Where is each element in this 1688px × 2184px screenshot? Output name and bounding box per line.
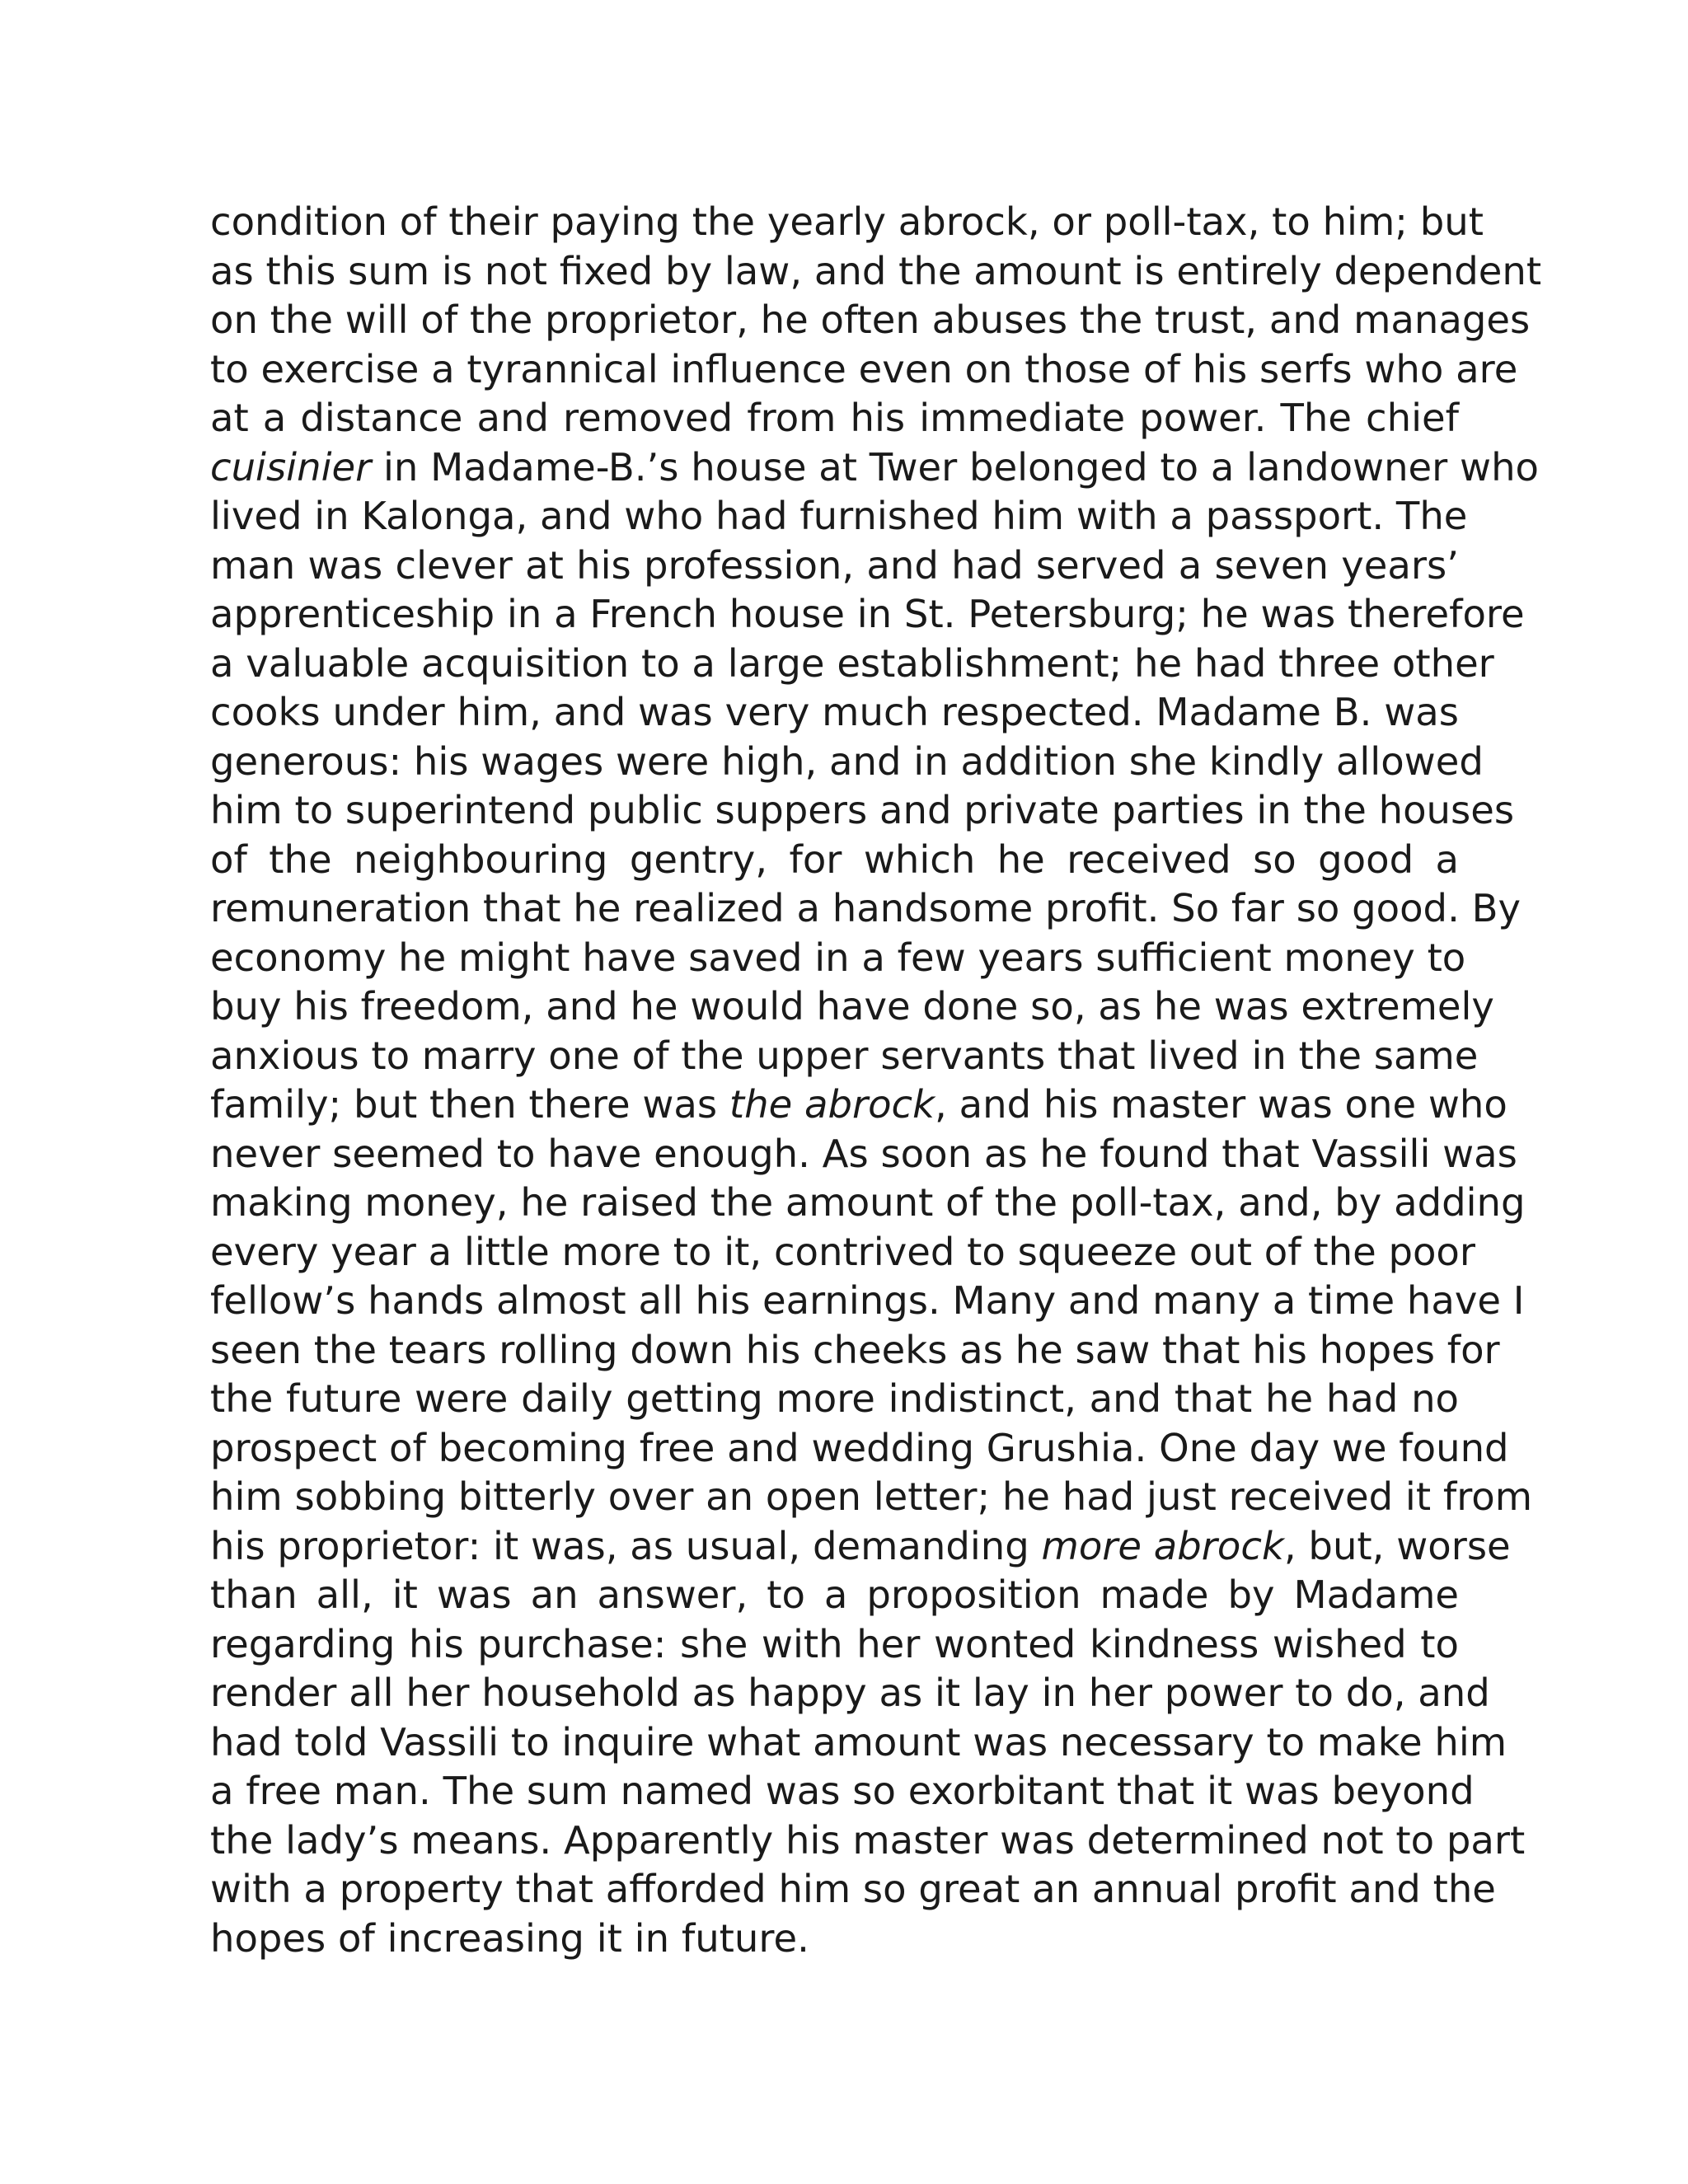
text-segment: anxious to marry one of the upper servants that lived in the same — [210, 1033, 1479, 1078]
text-line — [210, 836, 1459, 885]
text-segment: the lady’s means. Apparently his master was determined not to part — [210, 1817, 1526, 1863]
text-segment: condition of their paying the yearly abrock, or poll-tax, to him; but — [210, 199, 1484, 244]
text-line — [210, 884, 1522, 934]
text-segment: to exercise a tyrannical influence even on those of his serfs who are — [210, 346, 1518, 391]
text-line — [210, 1718, 1507, 1768]
text-line — [210, 345, 1518, 395]
text-line — [210, 640, 1494, 689]
body-paragraph — [210, 198, 1542, 1963]
text-segment: him sobbing bitterly over an open letter; he had just received it from — [210, 1474, 1533, 1519]
italic-text: cuisinier — [210, 444, 372, 490]
text-line — [210, 1130, 1517, 1179]
text-line — [210, 1424, 1509, 1474]
text-line — [210, 1571, 1459, 1620]
text-line — [210, 786, 1515, 836]
text-line — [210, 688, 1459, 738]
text-line — [210, 934, 1466, 983]
text-segment: than all, it was an answer, to a proposition made by Madame — [210, 1572, 1459, 1617]
text-segment: seen the tears rolling down his cheeks as he saw that his hopes for — [210, 1327, 1500, 1372]
text-segment: regarding his purchase: she with her wonted kindness wished to — [210, 1621, 1459, 1666]
text-segment: hopes of increasing it in future. — [210, 1915, 809, 1961]
text-line — [210, 1767, 1475, 1816]
text-segment: economy he might have saved in a few years sufficient money to — [210, 935, 1466, 980]
text-segment: generous: his wages were high, and in addition she kindly allowed — [210, 738, 1484, 784]
text-segment: , and his master was one who — [935, 1082, 1507, 1127]
text-line — [210, 443, 1539, 493]
text-segment: prospect of becoming free and wedding Grushia. One day we found — [210, 1425, 1509, 1470]
text-line — [210, 1816, 1526, 1866]
text-line — [210, 1080, 1507, 1130]
text-segment: of the neighbouring gentry, for which he received so good a — [210, 837, 1459, 882]
text-line — [210, 296, 1531, 345]
text-segment: render all her household as happy as it lay in her power to do, and — [210, 1671, 1490, 1715]
text-line — [210, 1375, 1459, 1424]
text-segment: him to superintend public suppers and private parties in the houses — [210, 788, 1515, 832]
text-line — [210, 1032, 1479, 1081]
text-segment: the future were daily getting more indistinct, and that he had no — [210, 1376, 1459, 1421]
text-line — [210, 1179, 1526, 1228]
text-segment: as this sum is not fixed by law, and the amount is entirely dependent — [210, 248, 1542, 293]
text-segment: making money, he raised the amount of the poll-tax, and, by adding — [210, 1180, 1526, 1225]
text-segment: in Madame-B.’s house at Twer belonged to a landowner who — [371, 444, 1539, 490]
text-segment: his proprietor: it was, as usual, demanding — [210, 1523, 1042, 1568]
text-line — [210, 1669, 1490, 1718]
text-segment: with a property that afforded him so great an annual profit and the — [210, 1867, 1496, 1911]
text-segment: buy his freedom, and he would have done so, as he was extremely — [210, 984, 1494, 1029]
text-line — [210, 1620, 1459, 1670]
text-segment: had told Vassili to inquire what amount was necessary to make him — [210, 1719, 1507, 1765]
text-line — [210, 590, 1525, 640]
text-segment: at a distance and removed from his immediate power. The chief — [210, 396, 1459, 440]
text-segment: cooks under him, and was very much respected. Madame B. was — [210, 690, 1459, 734]
text-segment: lived in Kalonga, and who had furnished him with a passport. The — [210, 494, 1468, 538]
text-segment: apprenticeship in a French house in St. Petersburg; he was therefore — [210, 592, 1525, 636]
text-line — [210, 1473, 1533, 1522]
text-line — [210, 1522, 1511, 1572]
text-segment: a free man. The sum named was so exorbitant that it was beyond — [210, 1769, 1475, 1813]
page-body — [210, 198, 1542, 1963]
text-segment: remuneration that he realized a handsome profit. So far so good. By — [210, 886, 1522, 930]
text-segment: every year a little more to it, contrived to squeeze out of the poor — [210, 1229, 1475, 1274]
text-line — [210, 1865, 1496, 1915]
text-segment: fellow’s hands almost all his earnings. Many and many a time have I — [210, 1278, 1525, 1323]
text-segment: never seemed to have enough. As soon as he found that Vassili was — [210, 1131, 1517, 1176]
text-segment: , but, worse — [1283, 1523, 1511, 1568]
text-line — [210, 198, 1484, 247]
text-line — [210, 492, 1468, 541]
italic-text: more abrock — [1041, 1523, 1284, 1568]
italic-text: the abrock — [729, 1082, 935, 1127]
text-segment: a valuable acquisition to a large establishment; he had three other — [210, 640, 1494, 686]
text-segment: man was clever at his profession, and had served a seven years’ — [210, 542, 1459, 588]
text-segment: family; but then there was — [210, 1082, 729, 1127]
text-line — [210, 541, 1459, 591]
text-line — [210, 1326, 1500, 1376]
text-line — [210, 247, 1542, 297]
text-segment: on the will of the proprietor, he often abuses the trust, and manages — [210, 298, 1531, 342]
text-line — [210, 1915, 1459, 1964]
text-line — [210, 738, 1484, 787]
text-line — [210, 1277, 1525, 1326]
text-line — [210, 394, 1459, 443]
text-line — [210, 982, 1494, 1032]
text-line — [210, 1228, 1475, 1277]
